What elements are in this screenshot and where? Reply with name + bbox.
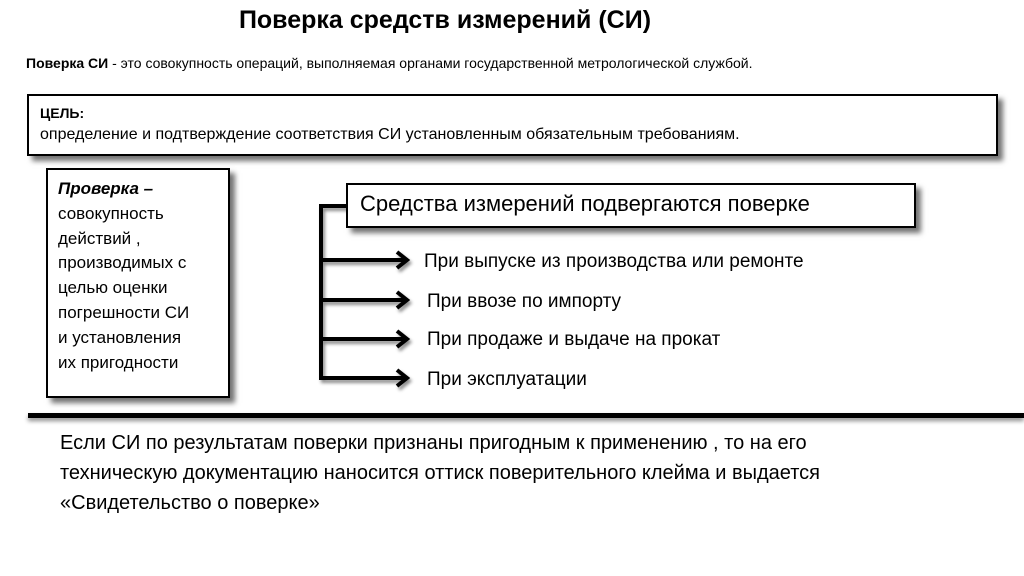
branch-item: При эксплуатации <box>427 369 587 390</box>
conclusion-line: «Свидетельство о поверке» <box>60 492 320 514</box>
verification-line: их пригодности <box>58 352 179 372</box>
branch-item: При выпуске из производства или ремонте <box>424 251 804 272</box>
verification-line: погрешности СИ <box>58 302 190 322</box>
conclusion-line: техническую документацию наносится оттиск поверительного клейма и выдается <box>60 462 820 484</box>
verification-term: Проверка – <box>58 179 154 198</box>
verification-line: производимых с <box>58 253 187 273</box>
conclusion-text <box>60 428 1000 518</box>
conclusion-line: Если СИ по результатам поверки признаны пригодным к применению , то на его <box>60 432 807 454</box>
verification-line: целью оценки <box>58 278 168 298</box>
definition-text: - это совокупность операций, выполняемая органами государственной метрологической службой. <box>108 55 753 71</box>
goal-label: ЦЕЛЬ: <box>40 105 85 121</box>
branch-item: При продаже и выдаче на прокат <box>427 329 721 350</box>
diagram-header-box: Средства измерений подвергаются поверке <box>346 183 916 228</box>
goal-text: определение и подтверждение соответствия СИ установленным обязательным требованиям. <box>40 126 740 143</box>
branch-item: При ввозе по импорту <box>427 291 622 312</box>
verification-line: совокупность <box>58 203 164 223</box>
page-title: Поверка средств измерений (СИ) <box>238 6 652 34</box>
verification-line: и установления <box>58 327 182 347</box>
section-divider <box>28 413 1024 418</box>
verification-line: действий , <box>58 228 141 248</box>
definition-term: Поверка СИ <box>26 55 109 71</box>
